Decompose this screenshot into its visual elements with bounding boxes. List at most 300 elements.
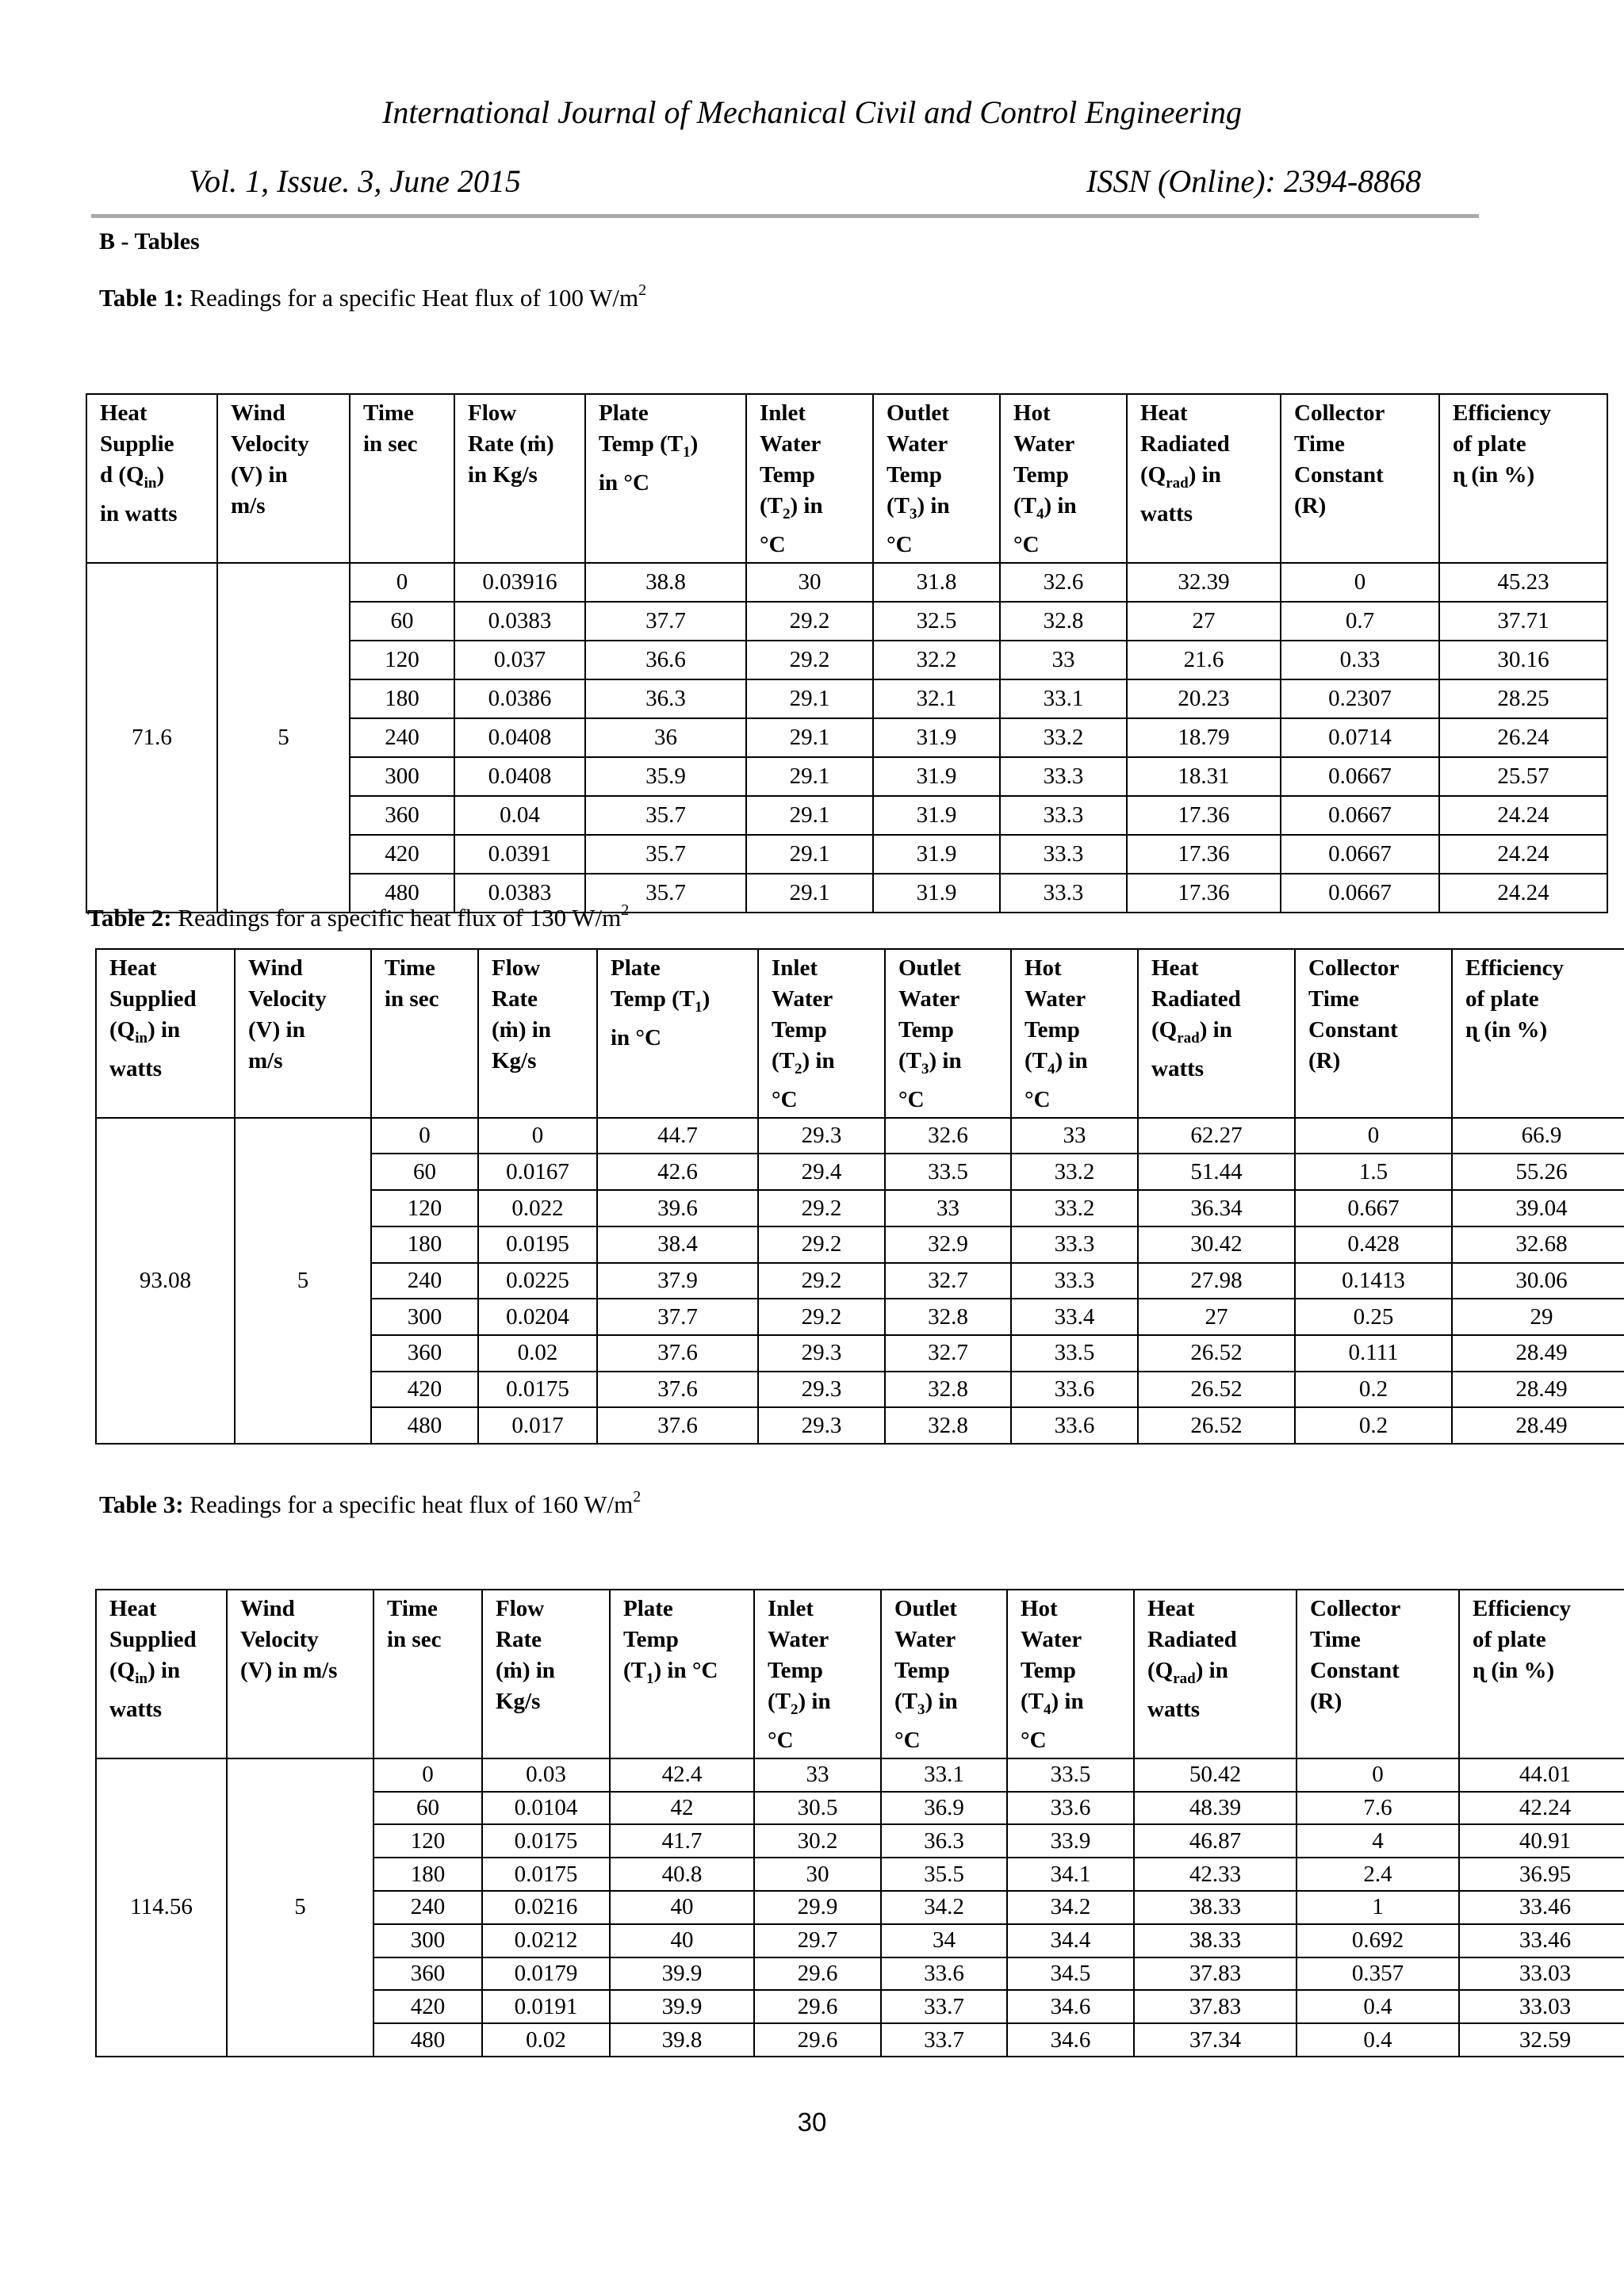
table-cell: 32.6 [1000, 563, 1127, 602]
column-header: Time in sec [373, 1590, 482, 1758]
table-cell: 0.0667 [1281, 874, 1439, 913]
table-cell: 36.3 [881, 1824, 1007, 1858]
table-cell: 39.9 [610, 1957, 754, 1991]
journal-title: International Journal of Mechanical Civil and Control Engineering [382, 94, 1242, 130]
section-title: B - Tables [99, 228, 200, 254]
table-cell: 35.7 [585, 835, 746, 874]
table-cell: 0.02 [482, 2023, 610, 2057]
table-row [96, 1118, 1624, 1154]
table-cell: 0.017 [478, 1407, 597, 1444]
table-cell: 0 [373, 1758, 482, 1792]
table-cell: 0.0383 [454, 874, 585, 913]
table-cell: 33.4 [1011, 1299, 1138, 1335]
table-cell: 0.0167 [478, 1154, 597, 1190]
table-cell: 29.3 [758, 1335, 885, 1372]
table-cell: 29.9 [754, 1891, 881, 1924]
table-cell: 40.91 [1459, 1824, 1624, 1858]
table-cell: 32.8 [885, 1372, 1011, 1408]
table-cell: 35.7 [585, 874, 746, 913]
column-header: Efficiency of plate ɳ (in %) [1439, 394, 1607, 563]
table-cell: 120 [371, 1190, 478, 1226]
header-divider [91, 214, 1479, 218]
table-cell: 33.1 [881, 1758, 1007, 1792]
table-cell: 0.0667 [1281, 796, 1439, 835]
table-cell: 180 [373, 1858, 482, 1891]
column-header: Heat Supplied $(Q_{in})$ in watts [96, 1590, 227, 1758]
wind-velocity-cell: 5 [217, 563, 350, 913]
table-cell: 37.6 [597, 1335, 758, 1372]
table-cell: 32.8 [885, 1299, 1011, 1335]
table-cell: 24.24 [1439, 874, 1607, 913]
table-cell: 35.9 [585, 757, 746, 796]
column-header: Wind Velocity (V) in m/s [235, 949, 371, 1118]
table-cell: 33 [885, 1190, 1011, 1226]
table-header-row [96, 1590, 1624, 1758]
table-cell: 44.7 [597, 1118, 758, 1154]
table-cell: 0.2307 [1281, 679, 1439, 718]
table-cell: 0 [371, 1118, 478, 1154]
table-cell: 33.03 [1459, 1990, 1624, 2023]
table-cell: 240 [350, 718, 454, 757]
table-cell: 31.9 [873, 718, 1000, 757]
table-cell: 34.6 [1007, 1990, 1134, 2023]
table-cell: 36 [585, 718, 746, 757]
table-cell: 38.4 [597, 1226, 758, 1263]
table-cell: 42.33 [1134, 1858, 1297, 1891]
table-cell: 29.1 [746, 835, 873, 874]
table-cell: 29.1 [746, 757, 873, 796]
table-cell: 0.0391 [454, 835, 585, 874]
table-cell: 0.0225 [478, 1263, 597, 1299]
table-cell: 41.7 [610, 1824, 754, 1858]
column-header: Inlet Water Temp $(T_2)$ in °C [754, 1590, 881, 1758]
table-cell: 0.0175 [482, 1858, 610, 1891]
table-cell: 42.4 [610, 1758, 754, 1792]
table-cell: 120 [373, 1824, 482, 1858]
wind-velocity-cell: 5 [235, 1118, 371, 1444]
table-3-label: Table 3: [99, 1490, 184, 1518]
table-cell: 1.5 [1295, 1154, 1452, 1190]
table-cell: 0.111 [1295, 1335, 1452, 1372]
table-cell: 48.39 [1134, 1792, 1297, 1825]
table-cell: 24.24 [1439, 835, 1607, 874]
table-cell: 33.6 [1011, 1372, 1138, 1408]
table-cell: 0.4 [1297, 2023, 1459, 2057]
table-cell: 21.6 [1127, 641, 1281, 679]
table-cell: 35.5 [881, 1858, 1007, 1891]
table-cell: 45.23 [1439, 563, 1607, 602]
table-cell: 480 [373, 2023, 482, 2057]
table-cell: 46.87 [1134, 1824, 1297, 1858]
column-header: Heat Radiated $(Q_{rad})$ in watts [1138, 949, 1295, 1118]
table-cell: 34.4 [1007, 1924, 1134, 1957]
table-cell: 30.42 [1138, 1226, 1295, 1263]
table-cell: 33.3 [1000, 757, 1127, 796]
table-cell: 4 [1297, 1824, 1459, 1858]
column-header: Heat Radiated $(Q_{rad})$ in watts [1134, 1590, 1297, 1758]
table-cell: 36.9 [881, 1792, 1007, 1825]
table-cell: 32.68 [1452, 1226, 1624, 1263]
table-cell: 37.71 [1439, 602, 1607, 641]
table-cell: 0.0383 [454, 602, 585, 641]
table-cell: 29.7 [754, 1924, 881, 1957]
table-cell: 32.8 [885, 1407, 1011, 1444]
table-cell: 240 [373, 1891, 482, 1924]
table-cell: 32.8 [1000, 602, 1127, 641]
table-cell: 0.0204 [478, 1299, 597, 1335]
table-cell: 29 [1452, 1299, 1624, 1335]
table-cell: 360 [350, 796, 454, 835]
column-header: Collector Time Constant (R) [1281, 394, 1439, 563]
table-cell: 17.36 [1127, 835, 1281, 874]
table-cell: 33 [1000, 641, 1127, 679]
table-cell: 29.2 [746, 602, 873, 641]
column-header: Efficiency of plate ɳ (in %) [1459, 1590, 1624, 1758]
table-cell: 26.52 [1138, 1372, 1295, 1408]
table-cell: 0.0714 [1281, 718, 1439, 757]
table-cell: 32.7 [885, 1335, 1011, 1372]
table-cell: 30.16 [1439, 641, 1607, 679]
column-header: Plate Temp $(T_1)$ in °C [610, 1590, 754, 1758]
table-cell: 0.0216 [482, 1891, 610, 1924]
table-cell: 32.6 [885, 1118, 1011, 1154]
table-cell: 34.2 [881, 1891, 1007, 1924]
table-cell: 29.1 [746, 796, 873, 835]
table-cell: 0.0191 [482, 1990, 610, 2023]
table-cell: 0.2 [1295, 1407, 1452, 1444]
table-cell: 28.49 [1452, 1335, 1624, 1372]
table-cell: 37.6 [597, 1372, 758, 1408]
table-cell: 24.24 [1439, 796, 1607, 835]
table-cell: 29.2 [758, 1190, 885, 1226]
table-cell: 33.3 [1011, 1226, 1138, 1263]
column-header: Collector Time Constant (R) [1297, 1590, 1459, 1758]
table-cell: 300 [371, 1299, 478, 1335]
table-cell: 0.0386 [454, 679, 585, 718]
table-cell: 66.9 [1452, 1118, 1624, 1154]
table-3-caption-text: Readings for a specific heat flux of 160 W/m [183, 1490, 634, 1518]
table-cell: 32.59 [1459, 2023, 1624, 2057]
column-header: Outlet Water Temp $(T_3)$ in °C [873, 394, 1000, 563]
table-cell: 0 [478, 1118, 597, 1154]
table-cell: 0.2 [1295, 1372, 1452, 1408]
column-header: Plate Temp $(T_1)$ in °C [597, 949, 758, 1118]
table-cell: 26.52 [1138, 1407, 1295, 1444]
column-header: Inlet Water Temp $(T_2)$ in °C [746, 394, 873, 563]
table-cell: 0.022 [478, 1190, 597, 1226]
table-2-label: Table 2: [87, 904, 172, 932]
table-cell: 32.7 [885, 1263, 1011, 1299]
table-cell: 0.667 [1295, 1190, 1452, 1226]
table-cell: 18.79 [1127, 718, 1281, 757]
heat-supplied-cell: 93.08 [96, 1118, 235, 1444]
table-cell: 0.0212 [482, 1924, 610, 1957]
table-cell: 37.83 [1134, 1990, 1297, 2023]
table-cell: 33.46 [1459, 1924, 1624, 1957]
heat-supplied-cell: 114.56 [96, 1758, 227, 2057]
table-cell: 29.3 [758, 1407, 885, 1444]
table-cell: 60 [350, 602, 454, 641]
table-1-caption-text: Readings for a specific Heat flux of 100 W/m [183, 284, 639, 312]
table-2 [95, 948, 1624, 1445]
table-cell: 29.2 [758, 1299, 885, 1335]
table-cell: 17.36 [1127, 874, 1281, 913]
table-cell: 34.1 [1007, 1858, 1134, 1891]
table-cell: 29.2 [746, 641, 873, 679]
table-cell: 20.23 [1127, 679, 1281, 718]
table-cell: 0.0175 [478, 1372, 597, 1408]
table-cell: 0.4 [1297, 1990, 1459, 2023]
table-cell: 0.0408 [454, 718, 585, 757]
table-cell: 0.0195 [478, 1226, 597, 1263]
table-cell: 0.04 [454, 796, 585, 835]
table-cell: 33.3 [1000, 796, 1127, 835]
table-cell: 34 [881, 1924, 1007, 1957]
table-cell: 180 [350, 679, 454, 718]
table-cell: 36.6 [585, 641, 746, 679]
table-2-caption [87, 901, 630, 932]
column-header: Time in sec [350, 394, 454, 563]
table-cell: 29.1 [746, 874, 873, 913]
table-cell: 40 [610, 1891, 754, 1924]
table-cell: 0.0408 [454, 757, 585, 796]
table-cell: 30.2 [754, 1824, 881, 1858]
table-cell: 0.03916 [454, 563, 585, 602]
table-cell: 33.2 [1011, 1190, 1138, 1226]
table-cell: 33.1 [1000, 679, 1127, 718]
table-3-caption-sup: 2 [633, 1488, 642, 1506]
table-cell: 0.0104 [482, 1792, 610, 1825]
column-header: Plate Temp $(T_1)$ in °C [585, 394, 746, 563]
column-header: Efficiency of plate ɳ (in %) [1452, 949, 1624, 1118]
column-header: Outlet Water Temp $(T_3)$ in °C [885, 949, 1011, 1118]
wind-velocity-cell: 5 [227, 1758, 373, 2057]
table-cell: 29.1 [746, 679, 873, 718]
table-cell: 0.33 [1281, 641, 1439, 679]
table-cell: 30.5 [754, 1792, 881, 1825]
table-cell: 38.33 [1134, 1891, 1297, 1924]
table-cell: 240 [371, 1263, 478, 1299]
table-row [96, 1758, 1624, 1792]
table-cell: 0.0667 [1281, 835, 1439, 874]
table-cell: 31.9 [873, 835, 1000, 874]
table-cell: 31.9 [873, 874, 1000, 913]
column-header: Flow Rate (ṁ) in Kg/s [482, 1590, 610, 1758]
table-cell: 29.4 [758, 1154, 885, 1190]
page-number: 30 [797, 2107, 827, 2137]
table-cell: 29.6 [754, 1990, 881, 2023]
table-2-caption-sup: 2 [621, 901, 630, 919]
table-row [86, 563, 1607, 602]
table-cell: 33 [754, 1758, 881, 1792]
table-cell: 300 [373, 1924, 482, 1957]
table-cell: 26.52 [1138, 1335, 1295, 1372]
table-cell: 420 [371, 1372, 478, 1408]
table-cell: 31.9 [873, 757, 1000, 796]
table-1 [86, 393, 1608, 913]
table-cell: 0.02 [478, 1335, 597, 1372]
table-cell: 33.7 [881, 2023, 1007, 2057]
table-cell: 55.26 [1452, 1154, 1624, 1190]
table-cell: 33.6 [1011, 1407, 1138, 1444]
table-cell: 33.6 [881, 1957, 1007, 1991]
table-cell: 2.4 [1297, 1858, 1459, 1891]
table-cell: 0.25 [1295, 1299, 1452, 1335]
table-cell: 39.6 [597, 1190, 758, 1226]
table-cell: 31.8 [873, 563, 1000, 602]
table-cell: 30 [746, 563, 873, 602]
table-cell: 40 [610, 1924, 754, 1957]
table-cell: 35.7 [585, 796, 746, 835]
table-cell: 62.27 [1138, 1118, 1295, 1154]
table-cell: 33.2 [1011, 1154, 1138, 1190]
table-cell: 480 [350, 874, 454, 913]
table-cell: 39.8 [610, 2023, 754, 2057]
table-cell: 60 [371, 1154, 478, 1190]
table-cell: 32.39 [1127, 563, 1281, 602]
table-3 [95, 1589, 1624, 2057]
table-cell: 28.25 [1439, 679, 1607, 718]
table-cell: 37.9 [597, 1263, 758, 1299]
table-cell: 32.1 [873, 679, 1000, 718]
table-cell: 31.9 [873, 796, 1000, 835]
table-cell: 33.6 [1007, 1792, 1134, 1825]
table-1-label: Table 1: [99, 284, 184, 312]
table-cell: 37.34 [1134, 2023, 1297, 2057]
table-cell: 33.2 [1000, 718, 1127, 757]
table-cell: 38.33 [1134, 1924, 1297, 1957]
table-cell: 51.44 [1138, 1154, 1295, 1190]
table-cell: 39.9 [610, 1990, 754, 2023]
table-cell: 0.03 [482, 1758, 610, 1792]
column-header: Collector Time Constant (R) [1295, 949, 1452, 1118]
table-cell: 1 [1297, 1891, 1459, 1924]
table-cell: 29.3 [758, 1118, 885, 1154]
table-cell: 18.31 [1127, 757, 1281, 796]
table-cell: 33.5 [1011, 1335, 1138, 1372]
table-cell: 36.3 [585, 679, 746, 718]
table-cell: 0 [1295, 1118, 1452, 1154]
table-cell: 33.7 [881, 1990, 1007, 2023]
table-cell: 33.46 [1459, 1891, 1624, 1924]
table-cell: 34.2 [1007, 1891, 1134, 1924]
table-cell: 360 [373, 1957, 482, 1991]
column-header: Outlet Water Temp $(T_3)$ in °C [881, 1590, 1007, 1758]
column-header: Hot Water Temp $(T_4)$ in °C [1000, 394, 1127, 563]
column-header: Wind Velocity (V) in m/s [217, 394, 350, 563]
table-cell: 0.0179 [482, 1957, 610, 1991]
table-cell: 0.357 [1297, 1957, 1459, 1991]
table-3-caption [99, 1490, 641, 1519]
table-cell: 29.2 [758, 1263, 885, 1299]
table-cell: 30.06 [1452, 1263, 1624, 1299]
table-cell: 30 [754, 1858, 881, 1891]
table-cell: 0.0667 [1281, 757, 1439, 796]
column-header: Hot Water Temp $(T_4)$ in °C [1007, 1590, 1134, 1758]
table-cell: 420 [373, 1990, 482, 2023]
volume-info: Vol. 1, Issue. 3, June 2015 [189, 163, 521, 199]
table-cell: 29.2 [758, 1226, 885, 1263]
column-header: Time in sec [371, 949, 478, 1118]
table-cell: 0.037 [454, 641, 585, 679]
table-cell: 34.6 [1007, 2023, 1134, 2057]
table-cell: 420 [350, 835, 454, 874]
table-cell: 37.7 [585, 602, 746, 641]
table-cell: 42 [610, 1792, 754, 1825]
table-cell: 32.9 [885, 1226, 1011, 1263]
table-cell: 0 [350, 563, 454, 602]
column-header: Heat Supplie d $(Q_{in})$ in watts [86, 394, 217, 563]
column-header: Wind Velocity (V) in m/s [227, 1590, 373, 1758]
table-cell: 28.49 [1452, 1372, 1624, 1408]
table-cell: 28.49 [1452, 1407, 1624, 1444]
table-cell: 38.8 [585, 563, 746, 602]
table-cell: 33.3 [1000, 874, 1127, 913]
table-2-caption-text: Readings for a specific heat flux of 130 W/m [171, 904, 622, 932]
table-cell: 0 [1281, 563, 1439, 602]
table-cell: 60 [373, 1792, 482, 1825]
table-header-row [86, 394, 1607, 563]
table-cell: 33.5 [1007, 1758, 1134, 1792]
column-header: Flow Rate (ṁ) in Kg/s [454, 394, 585, 563]
table-cell: 480 [371, 1407, 478, 1444]
table-cell: 0.692 [1297, 1924, 1459, 1957]
table-cell: 0 [1297, 1758, 1459, 1792]
table-header-row [96, 949, 1624, 1118]
table-cell: 27.98 [1138, 1263, 1295, 1299]
issn-info: ISSN (Online): 2394-8868 [1086, 163, 1422, 199]
table-cell: 33.5 [885, 1154, 1011, 1190]
table-cell: 39.04 [1452, 1190, 1624, 1226]
table-cell: 0.0175 [482, 1824, 610, 1858]
table-1-caption [99, 281, 647, 312]
table-cell: 29.3 [758, 1372, 885, 1408]
table-cell: 36.95 [1459, 1858, 1624, 1891]
table-cell: 40.8 [610, 1858, 754, 1891]
table-cell: 37.6 [597, 1407, 758, 1444]
column-header: Hot Water Temp $(T_4)$ in °C [1011, 949, 1138, 1118]
table-cell: 33.3 [1011, 1263, 1138, 1299]
table-cell: 33.03 [1459, 1957, 1624, 1991]
table-cell: 360 [371, 1335, 478, 1372]
table-cell: 50.42 [1134, 1758, 1297, 1792]
table-cell: 7.6 [1297, 1792, 1459, 1825]
table-cell: 37.83 [1134, 1957, 1297, 1991]
table-cell: 33.9 [1007, 1824, 1134, 1858]
table-cell: 42.6 [597, 1154, 758, 1190]
table-cell: 44.01 [1459, 1758, 1624, 1792]
table-cell: 17.36 [1127, 796, 1281, 835]
table-cell: 37.7 [597, 1299, 758, 1335]
table-cell: 29.6 [754, 2023, 881, 2057]
heat-supplied-cell: 71.6 [86, 563, 217, 913]
table-cell: 36.34 [1138, 1190, 1295, 1226]
table-cell: 0.428 [1295, 1226, 1452, 1263]
table-cell: 25.57 [1439, 757, 1607, 796]
column-header: Flow Rate (ṁ) in Kg/s [478, 949, 597, 1118]
table-cell: 27 [1138, 1299, 1295, 1335]
table-cell: 33 [1011, 1118, 1138, 1154]
column-header: Heat Radiated $(Q_{rad})$ in watts [1127, 394, 1281, 563]
table-cell: 42.24 [1459, 1792, 1624, 1825]
column-header: Inlet Water Temp $(T_2)$ in °C [758, 949, 885, 1118]
column-header: Heat Supplied $(Q_{in})$ in watts [96, 949, 235, 1118]
table-cell: 34.5 [1007, 1957, 1134, 1991]
table-cell: 32.5 [873, 602, 1000, 641]
table-1-caption-sup: 2 [638, 281, 647, 299]
table-cell: 29.1 [746, 718, 873, 757]
table-cell: 32.2 [873, 641, 1000, 679]
